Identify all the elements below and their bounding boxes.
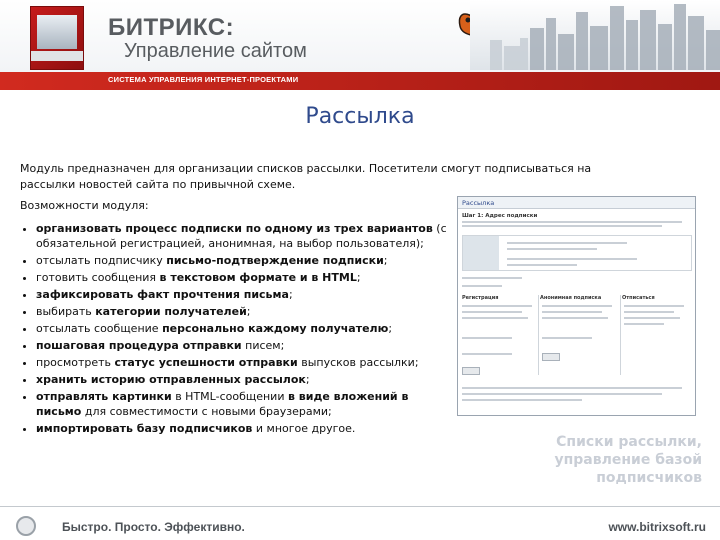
- bitrix-logo-icon: [16, 516, 36, 536]
- feature-item: • отправлять картинки в HTML-сообщении в виде вложений в письмо для совместимости с новыми браузерами;: [36, 389, 456, 419]
- screenshot-col-register: Регистрация: [462, 295, 499, 301]
- screenshot-subheading: Шаг 1: Адрес подписки: [462, 213, 538, 219]
- feature-item: • хранить историю отправленных рассылок;: [36, 372, 456, 387]
- feature-item: • зафиксировать факт прочтения письма;: [36, 287, 456, 302]
- screenshot-col-anonymous: Анонимная подписка: [540, 295, 602, 301]
- subscription-screenshot: [457, 196, 696, 416]
- brand-name: БИТРИКС:: [108, 14, 235, 41]
- feature-item: • просмотреть статус успешности отправки выпусков рассылки;: [36, 355, 456, 370]
- features-label: Возможности модуля:: [20, 199, 149, 212]
- header-subtitle: СИСТЕМА УПРАВЛЕНИЯ ИНТЕРНЕТ-ПРОЕКТАМИ: [108, 75, 299, 84]
- cityscape-image: [470, 0, 720, 70]
- feature-item: • отсылать сообщение персонально каждому получателю;: [36, 321, 456, 336]
- page-title: Рассылка: [305, 104, 415, 129]
- feature-item: • выбирать категории получателей;: [36, 304, 456, 319]
- intro-text: Модуль предназначен для организации списков рассылки. Посетители смогут подписываться на рассылки новостей сайта по привычной схеме.: [20, 162, 592, 191]
- feature-item: • пошаговая процедура отправки писем;: [36, 338, 456, 353]
- feature-item: • отсылать подписчику письмо-подтверждение подписки;: [36, 253, 456, 268]
- screenshot-caption: Списки рассылки, управление базой подписчиков: [554, 434, 702, 486]
- feature-item: • готовить сообщения в текстовом формате и в HTML;: [36, 270, 456, 285]
- product-box-stripe: [31, 51, 83, 61]
- screenshot-table: [462, 235, 692, 271]
- product-box-cityscape: [37, 15, 77, 49]
- product-box-image: [30, 6, 84, 70]
- feature-item: • импортировать базу подписчиков и многое другое.: [36, 421, 456, 436]
- brand-product: Управление сайтом: [124, 40, 307, 62]
- features-list: [20, 221, 456, 438]
- feature-item: • организовать процесс подписки по одному из трех вариантов (с обязательной регистрацией, анонимная, на выбор пользователя);: [36, 221, 456, 251]
- footer-slogan: Быстро. Просто. Эффективно.: [62, 520, 245, 534]
- header: [0, 0, 720, 72]
- footer-url[interactable]: www.bitrixsoft.ru: [608, 520, 706, 534]
- screenshot-col-unsubscribe: Отписаться: [622, 295, 655, 301]
- footer: [0, 506, 720, 540]
- screenshot-heading: Рассылка: [458, 197, 695, 209]
- header-red-bar: [0, 72, 720, 90]
- footer-divider: [0, 506, 720, 507]
- screenshot-text-lines: [462, 221, 690, 227]
